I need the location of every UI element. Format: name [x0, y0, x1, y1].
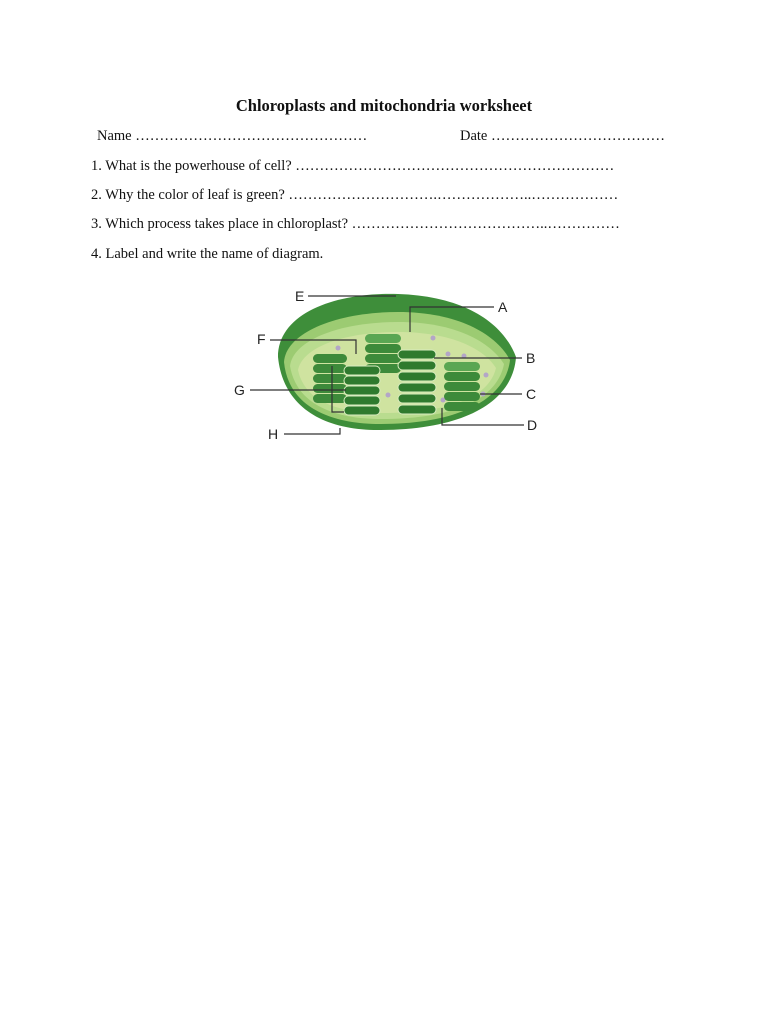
question-1: 1. What is the powerhouse of cell? ………………………………………………………… — [91, 158, 615, 174]
label-f: F — [257, 331, 266, 347]
label-g: G — [234, 382, 245, 398]
granum-right — [444, 362, 480, 411]
name-field-line: Name ………………………………………… — [97, 128, 368, 144]
label-h: H — [268, 426, 279, 442]
question-3: 3. Which process takes place in chloroplast? …………………………………..…………… — [91, 216, 620, 232]
chloroplast-diagram — [228, 282, 548, 452]
label-e: E — [295, 288, 305, 304]
date-field-line: Date ……………………………… — [460, 128, 665, 144]
label-a: A — [498, 299, 508, 315]
worksheet-title: Chloroplasts and mitochondria worksheet — [235, 96, 533, 115]
question-4: 4. Label and write the name of diagram. — [91, 246, 324, 262]
label-c: C — [526, 386, 537, 402]
label-b: B — [526, 350, 536, 366]
granum-front-left — [344, 366, 380, 415]
granum-left — [313, 354, 347, 403]
label-d: D — [527, 417, 538, 433]
question-2: 2. Why the color of leaf is green? ………………………….………………..……………… — [91, 187, 619, 203]
